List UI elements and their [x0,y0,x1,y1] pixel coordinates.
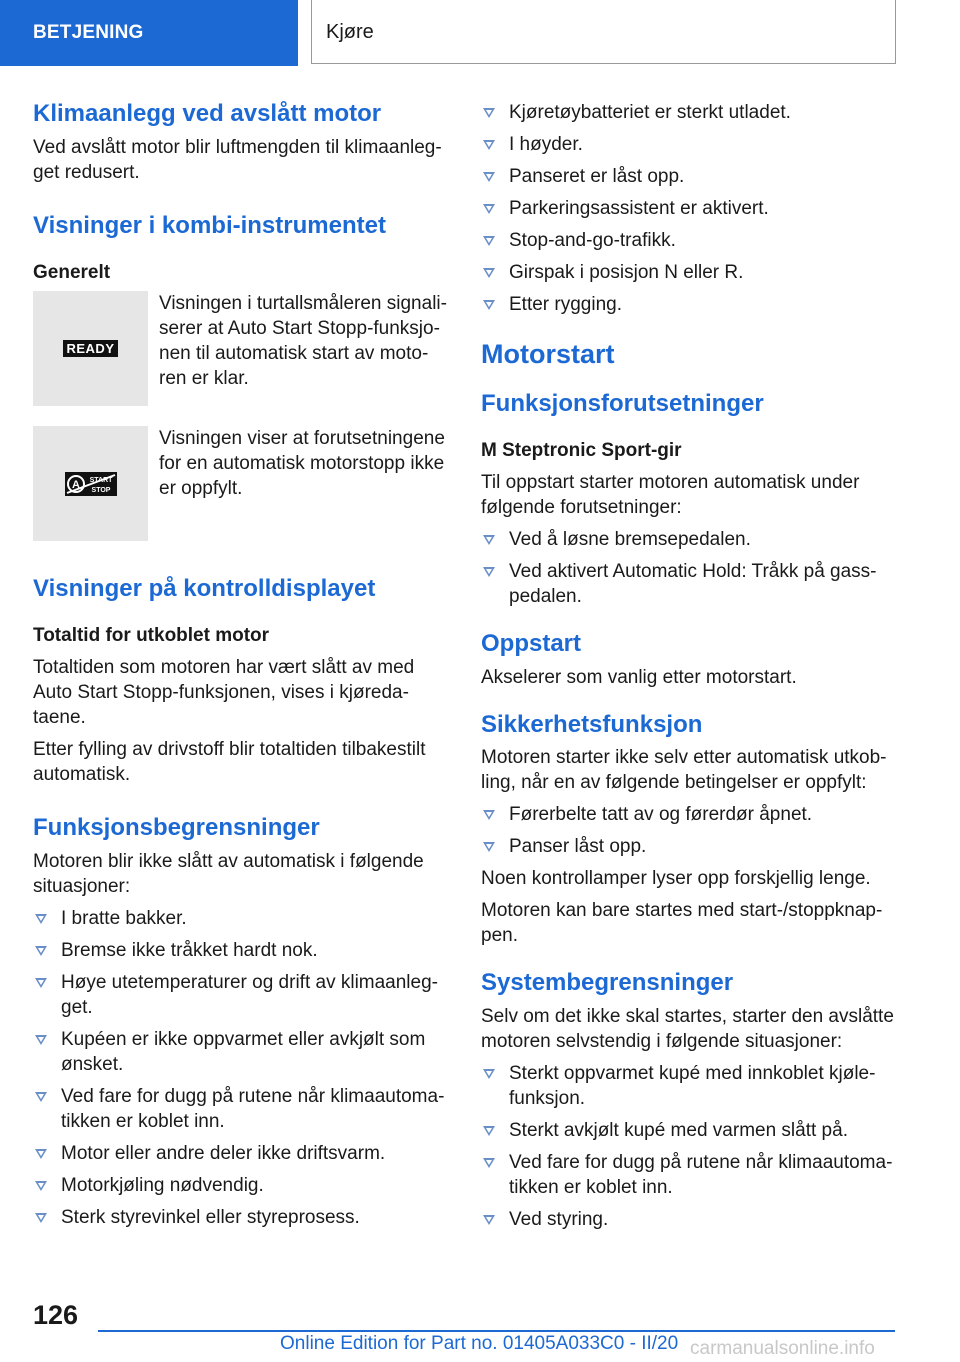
bullet-triangle-icon [35,1035,47,1045]
bullet-triangle-icon [35,1213,47,1223]
heading-systembegrensninger: Systembegrensninger [481,969,734,997]
bullet-triangle-icon [483,172,495,182]
paragraph-oppstart: Akselerer som vanlig etter motorstart. [481,666,797,688]
list-item: I bratte bakker. [33,906,448,931]
figure-start-stop-text: Visningen viser at forutsetningene for en automatisk motorstopp ikke er oppfylt. [159,428,445,500]
list-item: Kupéen er ikke oppvarmet eller avkjølt som ønsket. [33,1027,448,1077]
heading-motorstart: Motorstart [481,339,615,369]
bullet-triangle-icon [483,1215,495,1225]
svg-text:A: A [71,478,80,491]
list-item: Motor eller andre deler ikke driftsvarm. [33,1141,448,1166]
bullet-triangle-icon [483,1069,495,1079]
list-item: Panseret er låst opp. [481,164,896,189]
figure-ready [33,291,448,406]
paragraph-totaltid-2: Etter fylling av drivstoff blir totaltiden tilbakestilt automatisk. [33,738,426,785]
heading-steptronic: M Steptronic Sport-gir [481,440,682,462]
list-item: Sterkt avkjølt kupé med varmen slått på. [481,1118,896,1143]
bullet-triangle-icon [35,978,47,988]
svg-text:STOP: STOP [91,486,110,494]
paragraph-kontrollamper: Noen kontrollamper lyser opp forskjellig lenge. [481,868,871,890]
bullet-triangle-icon [483,567,495,577]
chapter-tab: Kjøre [311,0,896,64]
bullet-triangle-icon [35,1181,47,1191]
list-item: Girspak i posisjon N eller R. [481,260,896,285]
bullet-triangle-icon [483,204,495,214]
list-item: I høyder. [481,132,896,157]
bullet-triangle-icon [483,236,495,246]
list-sikkerhetsfunksjon [481,802,896,859]
bullet-triangle-icon [483,108,495,118]
bullet-triangle-icon [483,535,495,545]
list-item: Panser låst opp. [481,834,896,859]
heading-oppstart: Oppstart [481,629,582,657]
watermark: carmanualsonline.info [690,1338,875,1359]
list-item: Sterk styrevinkel eller styreprosess. [33,1205,448,1230]
paragraph-totaltid-1: Totaltiden som motoren har vært slått av med Auto Start Stopp-funksjonen, vises i kjøreda-taene. [33,656,415,728]
list-item: Parkeringsassistent er aktivert. [481,196,896,221]
heading-generelt: Generelt [33,261,111,283]
section-tab: BETJENING [0,0,298,66]
list-funksjonsbegrensninger [33,906,448,1230]
paragraph-steptronic: Til oppstart starter motoren automatisk under følgende forutsetninger: [481,471,860,518]
footer-divider [98,1330,895,1332]
list-item: Bremse ikke tråkket hardt nok. [33,938,448,963]
paragraph-klimaanlegg: Ved avslått motor blir luftmengden til klimaanleg-get redusert. [33,136,442,183]
footer-edition: Online Edition for Part no. 01405A033C0 - II/20 [280,1333,679,1354]
ready-indicator-image [33,291,148,406]
bullet-triangle-icon [35,1092,47,1102]
figure-ready-text: Visningen i turtallsmåleren signali-serer at Auto Start Stopp-funksjo-nen til automatisk start av moto-ren er klar. [159,293,447,390]
paragraph-startknapp: Motoren kan bare startes med start-/stoppknap-pen. [481,900,883,947]
list-item: Ved fare for dugg på rutene når klimaautoma-tikken er koblet inn. [33,1084,448,1134]
heading-visninger-kontroll: Visninger på kontrolldisplayet [33,575,376,603]
heading-visninger-kombi: Visninger i kombi-instrumentet [33,211,386,239]
bullet-triangle-icon [483,810,495,820]
page-number: 126 [33,1300,79,1330]
list-item: Ved fare for dugg på rutene når klimaautoma-tikken er koblet inn. [481,1150,896,1200]
bullet-triangle-icon [483,842,495,852]
list-item: Ved aktivert Automatic Hold: Tråkk på gass-pedalen. [481,559,896,609]
start-stop-disabled-icon [65,472,117,496]
list-item: Førerbelte tatt av og førerdør åpnet. [481,802,896,827]
bullet-triangle-icon [35,946,47,956]
bullet-triangle-icon [35,914,47,924]
heading-funksjonsbegrensninger: Funksjonsbegrensninger [33,813,320,841]
paragraph-sikkerhetsfunksjon: Motoren starter ikke selv etter automatisk utkob-ling, når en av følgende betingelser er oppfylt: [481,747,887,794]
list-item: Sterkt oppvarmet kupé med innkoblet kjøle-funksjon. [481,1061,896,1111]
list-item: Motorkjøling nødvendig. [33,1173,448,1198]
figure-start-stop [33,426,448,541]
heading-totaltid: Totaltid for utkoblet motor [33,625,270,647]
list-item: Kjøretøybatteriet er sterkt utladet. [481,100,896,125]
bullet-triangle-icon [483,1158,495,1168]
heading-funksjonsforutsetninger: Funksjonsforutsetninger [481,390,764,418]
list-item: Høye utetemperaturer og drift av klimaanleg-get. [33,970,448,1020]
svg-text:START: START [89,476,112,484]
ready-icon: READY [63,340,117,357]
left-column [33,100,448,1237]
list-item: Etter rygging. [481,292,896,317]
list-funksjonsbegrensninger-continued [481,100,896,317]
bullet-triangle-icon [483,1126,495,1136]
bullet-triangle-icon [483,268,495,278]
list-item: Stop-and-go-trafikk. [481,228,896,253]
bullet-triangle-icon [35,1149,47,1159]
start-stop-indicator-image [33,426,148,541]
heading-klimaanlegg: Klimaanlegg ved avslått motor [33,100,382,127]
bullet-triangle-icon [483,300,495,310]
bullet-triangle-icon [483,140,495,150]
list-systembegrensninger [481,1061,896,1232]
heading-sikkerhetsfunksjon: Sikkerhetsfunksjon [481,710,703,738]
right-column [481,100,896,1239]
paragraph-funksjonsbegrensninger: Motoren blir ikke slått av automatisk i følgende situasjoner: [33,850,424,897]
list-item: Ved å løsne bremsepedalen. [481,527,896,552]
list-item: Ved styring. [481,1207,896,1232]
list-steptronic [481,527,896,609]
paragraph-systembegrensninger: Selv om det ikke skal startes, starter den avslåtte motoren selvstendig i følgende situasjoner: [481,1006,894,1053]
page-header [0,0,960,66]
